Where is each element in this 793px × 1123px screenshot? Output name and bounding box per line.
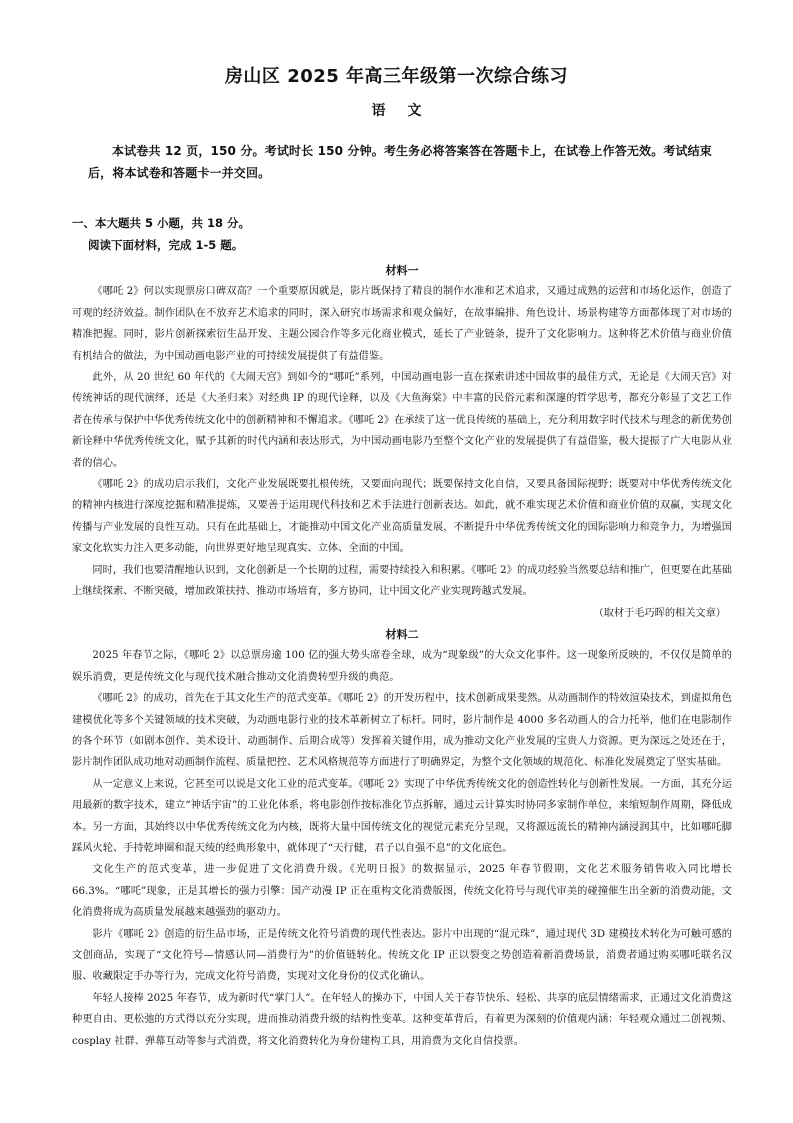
material-1-source: （取材于毛巧晖的相关文章） — [593, 607, 726, 619]
material-2-paragraph: 影片《哪吒 2》创造的衍生品市场，正是传统文化符号消费的现代性表达。影片中出现的“混元珠”，通过现代 3D 建模技术转化为可触可感的文创商品，实现了“文化符号—情感认同—消费行为”的价值链转化。传统文化 IP 正以裂变之势创造着新消费场景，消费者通过购买哪吒联名汉服、收藏限定手办等行为，完成文化符号消费，实现对文化身份的仪式化确认。 — [72, 928, 732, 983]
subject-title: 语文 — [371, 103, 444, 119]
material-1-paragraph: 同时，我们也要清醒地认识到，文化创新是一个长期的过程，需要持续投入和积累。《哪吒 2》的成功经验当然要总结和推广，但更要在此基础上继续探索、不断突破，增加政策扶持、推动市场培育，多方协同，让中国文化产业实现跨越式发展。 — [72, 564, 732, 598]
material-2-paragraph: 2025 年春节之际，《哪吒 2》以总票房逾 100 亿的强大势头席卷全球，成为“现象级”的大众文化事件。这一现象所反映的，不仅仅是简单的娱乐消费，更是传统文化与现代技术融合推动文化消费转型升级的典范。 — [72, 650, 732, 683]
material-1-paragraph: 此外，从 20 世纪 60 年代的《大闹天宫》到如今的“哪吒”系列，中国动画电影一直在探索讲述中国故事的最佳方式，无论是《大闹天宫》对传统神话的现代演绎，还是《大圣归来》对经典 IP 的现代诠释，以及《大鱼海棠》中丰富的民俗元素和深邃的哲学思考，都充分彰显了文艺工作者在传承与保护中华优秀传统文化中的创新精神和不懈追求。《哪吒 2》在承续了这一优良传统的基础上，充分利用数字时代技术与理念的新优势创新诠释中华优秀传统文化，赋予其新的时代内涵和表达形式，为中国动画电影乃至整个文化产业的发展提供了有益借鉴，极大提振了广大电影从业者的信心。 — [72, 372, 732, 469]
reading-body — [72, 260, 732, 1052]
material-1-paragraph: 《哪吒 2》何以实现票房口碑双高？一个重要原因就是，影片既保持了精良的制作水准和艺术追求，又通过成熟的运营和市场化运作，创造了可观的经济效益。制作团队在不放弃艺术追求的同时，深入研究市场需求和观众偏好，在故事编排、角色设计、场景构建等方面都体现了对市场的精准把握。同时，影片创新探索衍生品开发、主题公园合作等多元化商业模式，延长了产业链条，提升了文化影响力。这种将艺术价值与商业价值有机结合的做法，为中国动画电影产业的可持续发展提供了有益借鉴。 — [72, 286, 732, 362]
material-2-paragraph: 年轻人接棒 2025 年春节，成为新时代“掌门人”。在年轻人的操办下，中国人关于春节快乐、轻松、共享的底层情绪需求，正通过文化消费这种更自由、更松弛的方式得以充分实现，进而推动消费升级的结构性变革。这种变革背后，有着更为深刻的价值观内涵：年轻观众通过二创视频、cosplay 社群、弹幕互动等参与式消费，将文化消费转化为身份建构工具，用消费为文化自信投票。 — [72, 992, 732, 1047]
section-instruction: 阅读下面材料，完成 1-5 题。 — [88, 238, 244, 252]
material-2-heading: 材料二 — [385, 627, 419, 641]
exam-notice: 本试卷共 12 页，150 分。考试时长 150 分钟。考生务必将答案答在答题卡上，在试卷上作答无效。考试结束后，将本试卷和答题卡一并交回。 — [88, 144, 712, 180]
material-1-heading: 材料一 — [385, 264, 419, 277]
material-2-paragraph: 文化生产的范式变革，进一步促进了文化消费升级。《光明日报》的数据显示，2025 年春节假期，文化艺术服务销售收入同比增长 66.3%。“哪吒”现象，正是其增长的强力引擎：国产动漫 IP 正在重构文化消费版图，传统文化符号与现代审美的碰撞催生出全新的消费动能，文化消费将成为高质量发展越来越强劲的驱动力。 — [72, 864, 732, 919]
material-2-paragraph: 《哪吒 2》的成功，首先在于其文化生产的范式变革。《哪吒 2》的开发历程中，技术创新成果斐然。从动画制作的特效渲染技术，到虚拟角色建模优化等多个关键领域的技术突破，为动画电影行业的技术革新树立了标杆。同时，影片制作是 4000 多名动画人的合力托举，他们在电影制作的各个环节（如剧本创作、美术设计、动画制作、后期合成等）发挥着关键作用，成为推动文化产业发展的宝贵人力资源。更为深远之处还在于，影片制作团队成功地对动画制作流程、质量把控、艺术风格规范等方面进行了明确界定，为整个文化领域的规范化、标准化发展奠定了坚实基础。 — [72, 693, 732, 769]
section-header — [72, 212, 732, 256]
section-heading: 一、本大题共 5 小题，共 18 分。 — [72, 216, 251, 230]
exam-title: 房山区 2025 年高三年级第一次综合练习 — [224, 66, 569, 87]
material-2-paragraph: 从一定意义上来说，它甚至可以说是文化工业的范式变革。《哪吒 2》实现了中华优秀传统文化的创造性转化与创新性发展。一方面，其充分运用最新的数字技术，建立“神话宇宙”的工业化体系，将电影创作按标准化节点拆解，通过云计算实时协同多家制作单位，来缩短制作周期，降低成本。另一方面，其始终以中华优秀传统文化为内核，既将大量中国传统文化的视觉元素充分呈现，又将源远流长的精神内涵浸润其中，比如哪吒脚踩风火轮、手持乾坤圈和混天绫的经典形象中，就体现了“天行健，君子以自强不息”的文化底色。 — [72, 778, 732, 854]
material-1-paragraph: 《哪吒 2》的成功启示我们，文化产业发展既要扎根传统，又要面向现代；既要保持文化自信，又要具备国际视野；既要对中华优秀传统文化的精神内核进行深度挖掘和精准提炼，又要善于运用现代科技和艺术手法进行创新表达。如此，就不难实现艺术价值和商业价值的双赢，实现文化传播与产业发展的良性互动。只有在此基础上，才能推动中国文化产业高质量发展，不断提升中华优秀传统文化的国际影响力和竞争力，为增强国家文化软实力注入更多动能，向世界更好地呈现真实、立体、全面的中国。 — [72, 479, 732, 555]
